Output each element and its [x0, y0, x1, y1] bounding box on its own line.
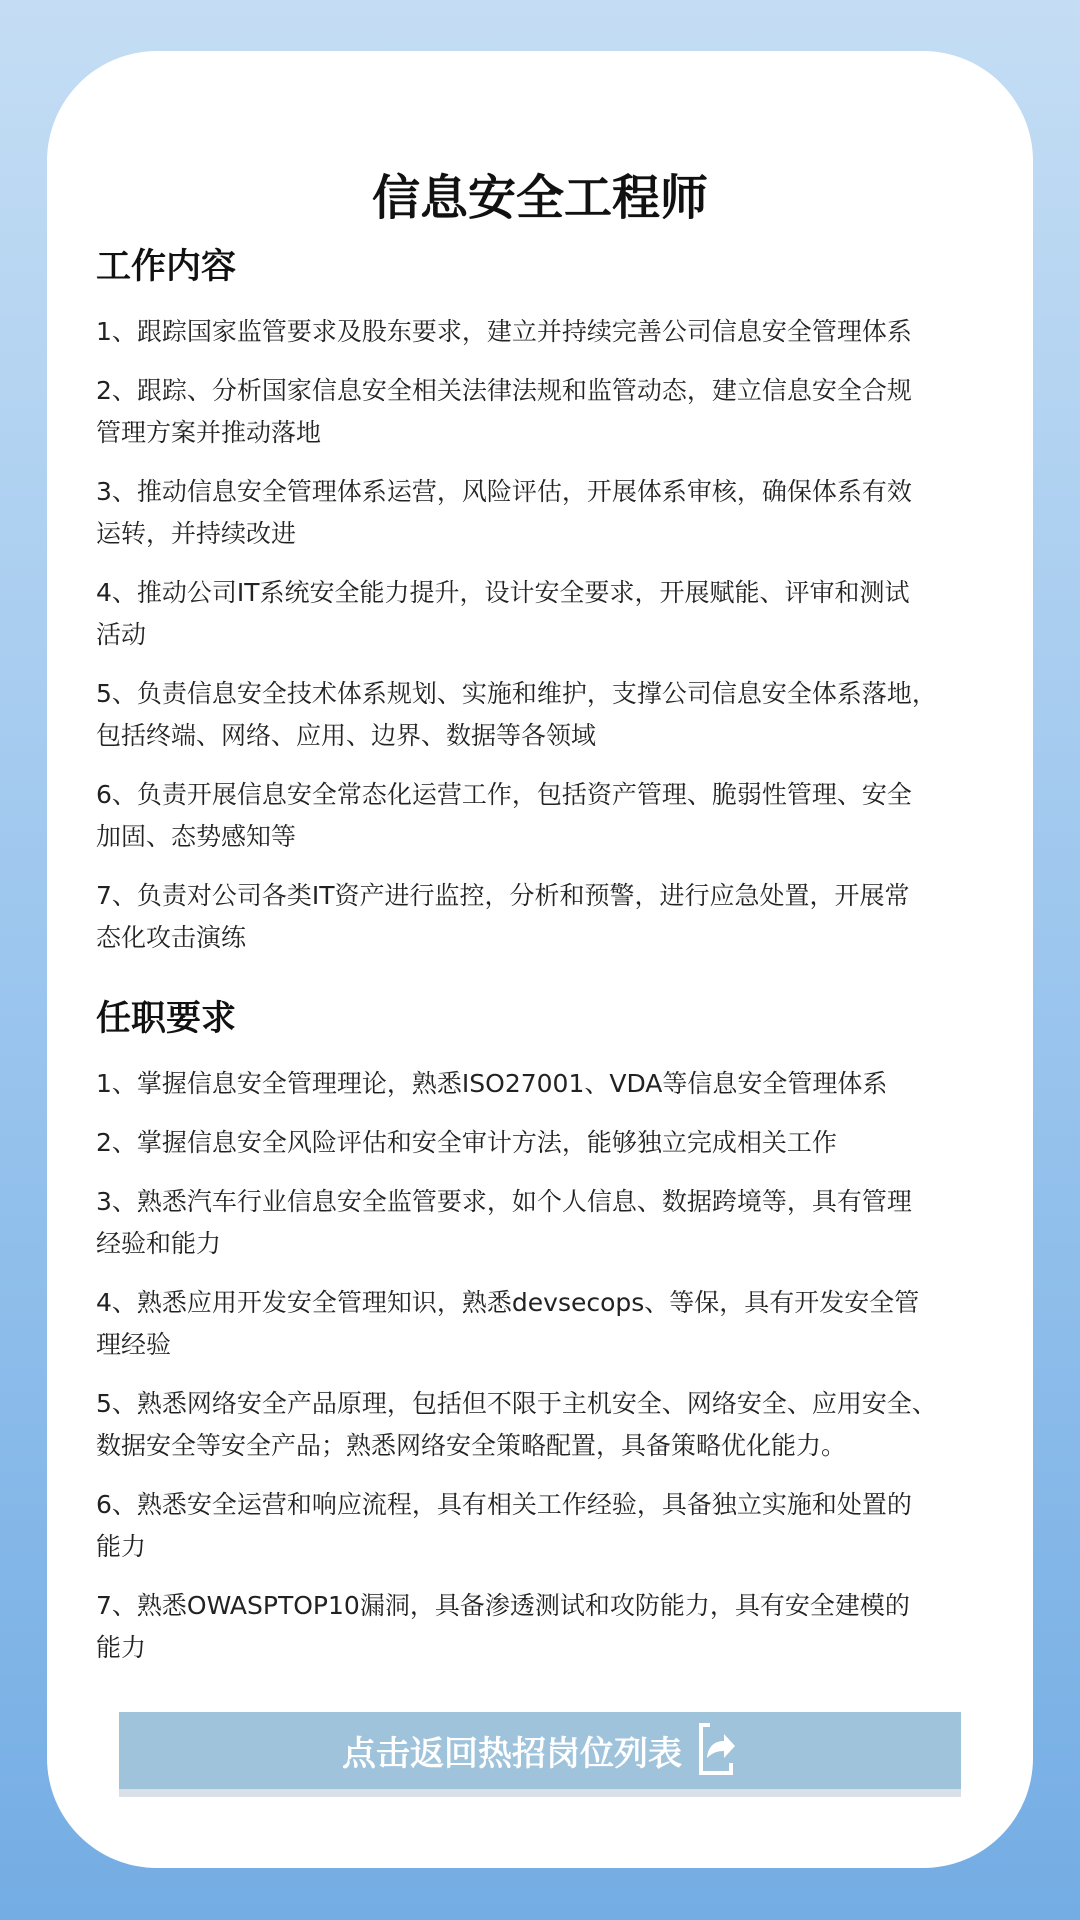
- list-item-line: 3、推动信息安全管理体系运营，风险评估，开展体系审核，确保体系有效: [96, 477, 912, 506]
- section-heading-duties: 工作内容: [96, 247, 237, 287]
- list-item: [96, 311, 996, 353]
- list-item-line: 活动: [96, 620, 147, 649]
- list-item: [96, 1383, 996, 1467]
- list-item-line: 4、熟悉应用开发安全管理知识，熟悉devsecops、等保，具有开发安全管: [96, 1288, 920, 1317]
- back-button-label: 点击返回热招岗位列表: [342, 1734, 682, 1774]
- list-item-line: 7、熟悉OWASPTOP10漏洞，具备渗透测试和攻防能力，具有安全建模的: [96, 1591, 910, 1620]
- list-item: [96, 572, 996, 656]
- list-item: [96, 1282, 996, 1366]
- list-item: [96, 471, 996, 555]
- list-item-line: 经验和能力: [96, 1229, 222, 1258]
- list-item-line: 加固、态势感知等: [96, 822, 297, 851]
- list-item: [96, 1181, 996, 1265]
- list-item: [96, 875, 996, 959]
- share-icon: [698, 1722, 738, 1780]
- list-item-line: 管理方案并推动落地: [96, 418, 322, 447]
- list-item-line: 包括终端、网络、应用、边界、数据等各领域: [96, 721, 597, 750]
- list-item-line: 6、负责开展信息安全常态化运营工作，包括资产管理、脆弱性管理、安全: [96, 780, 912, 809]
- list-item-line: 7、负责对公司各类IT资产进行监控，分析和预警，进行应急处置，开展常: [96, 881, 910, 910]
- job-card: [47, 51, 1033, 1868]
- list-item: [96, 370, 996, 454]
- list-item-line: 数据安全等安全产品；熟悉网络安全策略配置，具备策略优化能力。: [96, 1431, 847, 1460]
- list-item-line: 1、跟踪国家监管要求及股东要求，建立并持续完善公司信息安全管理体系: [96, 317, 912, 346]
- list-item-line: 能力: [96, 1532, 147, 1561]
- back-to-jobs-button[interactable]: [119, 1712, 961, 1797]
- list-item: [96, 673, 996, 757]
- page-title: 信息安全工程师: [371, 170, 708, 226]
- list-item: [96, 774, 996, 858]
- list-item: [96, 1063, 996, 1105]
- list-item-line: 2、跟踪、分析国家信息安全相关法律法规和监管动态，建立信息安全合规: [96, 376, 912, 405]
- list-item-line: 5、负责信息安全技术体系规划、实施和维护，支撑公司信息安全体系落地，: [96, 679, 937, 708]
- list-item: [96, 1484, 996, 1568]
- list-item-line: 运转，并持续改进: [96, 519, 297, 548]
- list-item-line: 6、熟悉安全运营和响应流程，具有相关工作经验，具备独立实施和处置的: [96, 1490, 912, 1519]
- list-item-line: 5、熟悉网络安全产品原理，包括但不限于主机安全、网络安全、应用安全、: [96, 1389, 937, 1418]
- list-item: [96, 1585, 996, 1669]
- list-item-line: 1、掌握信息安全管理理论，熟悉ISO27001、VDA等信息安全管理体系: [96, 1069, 888, 1098]
- section-heading-requirements: 任职要求: [96, 999, 237, 1039]
- list-item-line: 理经验: [96, 1330, 172, 1359]
- list-item-line: 2、掌握信息安全风险评估和安全审计方法，能够独立完成相关工作: [96, 1128, 837, 1157]
- list-item-line: 4、推动公司IT系统安全能力提升，设计安全要求，开展赋能、评审和测试: [96, 578, 910, 607]
- list-item-line: 能力: [96, 1633, 147, 1662]
- duties-list: [96, 311, 996, 976]
- list-item-line: 3、熟悉汽车行业信息安全监管要求，如个人信息、数据跨境等，具有管理: [96, 1187, 912, 1216]
- requirements-list: [96, 1063, 996, 1686]
- list-item: [96, 1122, 996, 1164]
- list-item-line: 态化攻击演练: [96, 923, 247, 952]
